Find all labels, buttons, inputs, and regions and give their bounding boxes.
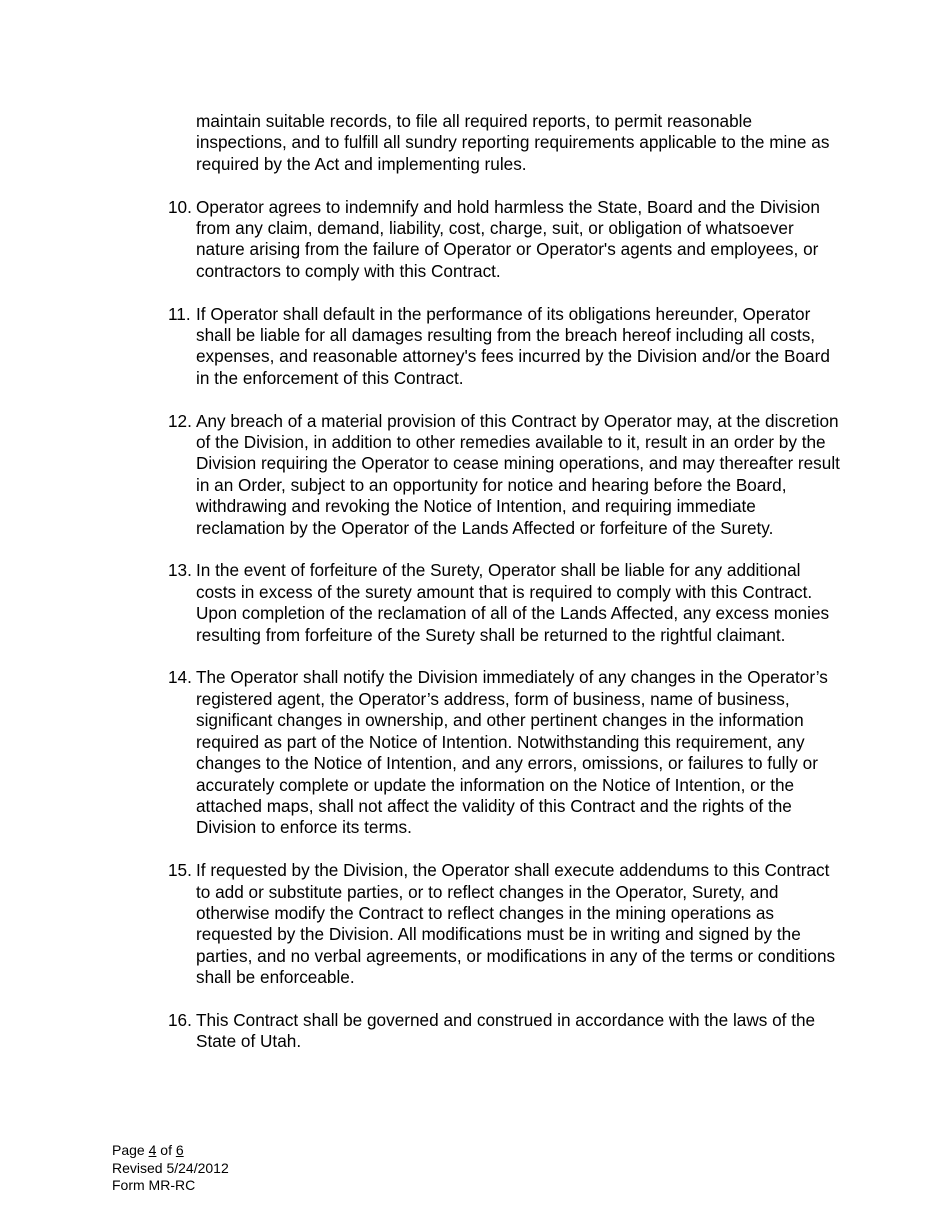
clause-12 bbox=[168, 411, 843, 539]
clause-text: The Operator shall notify the Division immediately of any changes in the Operator’s registered agent, the Operator’s address, form of business, name of business, significant changes in ownership, and other pertinent changes in the information required as part of the Notice of Intention. Notwithstanding this requirement, any changes to the Notice of Intention, and any errors, omissions, or failures to fully or accurately complete or update the information on the Notice of Intention, or the attached maps, shall not affect the validity of this Contract and the rights of the Division to enforce its terms. bbox=[196, 667, 828, 838]
page-label: Page bbox=[112, 1142, 145, 1158]
clause-13 bbox=[168, 560, 843, 646]
clause-number: 13. bbox=[168, 560, 192, 581]
form-id: Form MR-RC bbox=[112, 1177, 196, 1193]
page-number-line bbox=[112, 1142, 229, 1160]
clause-number: 14. bbox=[168, 667, 192, 688]
clause-14 bbox=[168, 667, 843, 838]
clause-16 bbox=[168, 1010, 843, 1053]
continued-paragraph: maintain suitable records, to file all required reports, to permit reasonable inspections, and to fulfill all sundry reporting requirements applicable to the mine as required by the Act and implementing rules. bbox=[196, 111, 830, 174]
clause-number: 15. bbox=[168, 860, 192, 881]
clause-number: 12. bbox=[168, 410, 192, 431]
page-footer bbox=[112, 1142, 229, 1195]
revision-date: Revised 5/24/2012 bbox=[112, 1159, 229, 1176]
clause-text: Any breach of a material provision of this Contract by Operator may, at the discretion of the Division, in addition to other remedies available to it, result in an order by the Division requiring the Operator to cease mining operations, and may thereafter result in an Order, subject to an opportunity for notice and hearing before the Board, withdrawing and revoking the Notice of Intention, and requiring immediate reclamation by the Operator of the Lands Affected or forfeiture of the Surety. bbox=[196, 410, 840, 538]
clause-11 bbox=[168, 304, 843, 390]
clause-10 bbox=[168, 197, 843, 283]
clause-text: If Operator shall default in the performance of its obligations hereunder, Operator shall be liable for all damages resulting from the breach hereof including all costs, expenses, and reasonable attorney's fees incurred by the Division and/or the Board in the enforcement of this Contract. bbox=[196, 303, 830, 388]
clause-text: If requested by the Division, the Operator shall execute addendums to this Contract to add or substitute parties, or to reflect changes in the Operator, Surety, and otherwise modify the Contract to reflect changes in the mining operations as requested by the Division. All modifications must be in writing and signed by the parties, and no verbal agreements, or modifications in any of the terms or conditions shall be enforceable. bbox=[196, 860, 836, 988]
page-of-label: of bbox=[160, 1142, 172, 1158]
page-total: 6 bbox=[175, 1142, 184, 1158]
clause-text: In the event of forfeiture of the Surety, Operator shall be liable for any additional costs in excess of the surety amount that is required to comply with this Contract. Upon completion of the reclamation of all of the Lands Affected, any excess monies resulting from forfeiture of the Surety shall be returned to the rightful claimant. bbox=[196, 560, 834, 645]
clause-number: 11. bbox=[168, 303, 191, 324]
clause-text: This Contract shall be governed and construed in accordance with the laws of the State of Utah. bbox=[196, 1009, 816, 1052]
clause-15 bbox=[168, 860, 843, 988]
page-current: 4 bbox=[148, 1142, 157, 1158]
clause-number: 16. bbox=[168, 1009, 192, 1030]
contract-body bbox=[168, 111, 843, 1074]
clause-number: 10. bbox=[168, 196, 192, 217]
clause-text: Operator agrees to indemnify and hold harmless the State, Board and the Division from any claim, demand, liability, cost, charge, suit, or obligation of whatsoever nature arising from the failure of Operator or Operator's agents and employees, or contractors to comply with this Contract. bbox=[196, 196, 820, 281]
